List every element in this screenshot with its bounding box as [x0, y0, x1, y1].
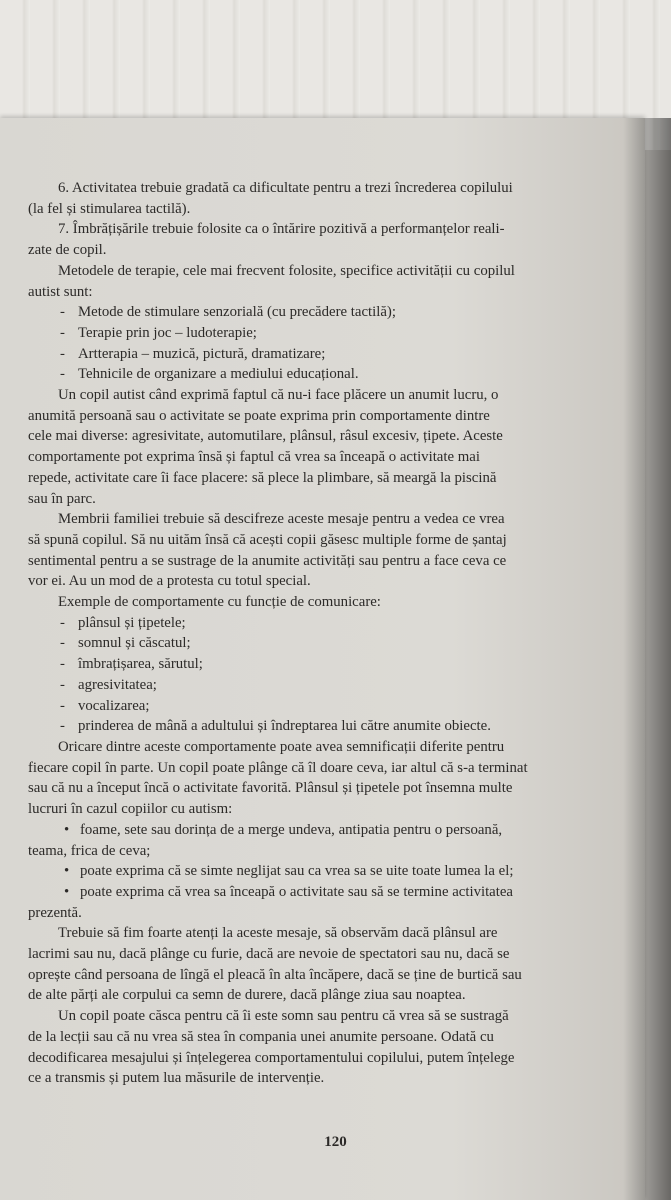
- text-line: [28, 985, 643, 1006]
- line-text: foame, sete sau dorința de a merge undeva, antipatia pentru o persoană,: [80, 821, 503, 838]
- page-body-text: [28, 178, 643, 1089]
- line-text: zate de copil.: [28, 242, 107, 259]
- line-text: Un copil poate căsca pentru că îi este somn sau pentru că vrea să se sustragă: [58, 1008, 509, 1025]
- text-line: [28, 551, 643, 572]
- text-line: [28, 219, 643, 240]
- list-bullet: -: [60, 304, 65, 321]
- line-text: îmbrațișarea, sărutul;: [78, 656, 203, 673]
- line-text: Oricare dintre aceste comportamente poate avea semnificații diferite pentru: [58, 738, 505, 755]
- text-line: [28, 903, 643, 924]
- text-line: [28, 344, 643, 365]
- text-line: [28, 716, 643, 737]
- list-bullet: -: [60, 635, 65, 652]
- list-bullet: -: [60, 697, 65, 714]
- text-line: [28, 426, 643, 447]
- line-text: fiecare copil în parte. Un copil poate plânge că îl doare ceva, iar altul că s-a terminat: [28, 759, 528, 776]
- line-text: Metode de stimulare senzorială (cu precădere tactilă);: [78, 304, 396, 321]
- text-line: [28, 364, 643, 385]
- line-text: Terapie prin joc – ludoterapie;: [78, 324, 257, 341]
- line-text: teama, frica de ceva;: [28, 842, 151, 859]
- line-text: oprește când persoana de lîngă el pleacă în alta încăpere, dacă se ține de burtică sau: [28, 966, 522, 983]
- text-line: [28, 406, 643, 427]
- list-bullet: -: [60, 718, 65, 735]
- line-text: comportamente pot exprima însă și faptul că vrea sa înceapă o activitate mai: [28, 449, 480, 466]
- text-line: [28, 509, 643, 530]
- text-line: [28, 841, 643, 862]
- text-line: [28, 1048, 643, 1069]
- line-text: de alte părți ale corpului ca semn de durere, dacă plânge ziua sau noaptea.: [28, 987, 466, 1004]
- text-line: [28, 530, 643, 551]
- text-line: [28, 861, 643, 882]
- text-line: [28, 799, 643, 820]
- text-line: [28, 592, 643, 613]
- line-text: poate exprima că se simte neglijat sau ca vrea sa se uite toate lumea la el;: [80, 863, 514, 880]
- text-line: [28, 489, 643, 510]
- text-line: [28, 571, 643, 592]
- line-text: anumită persoană sau o activitate se poate exprima prin comportamente dintre: [28, 407, 490, 424]
- line-text: agresivitatea;: [78, 676, 157, 693]
- list-bullet: -: [60, 345, 65, 362]
- line-text: sentimental pentru a se sustrage de la anumite activități sau pentru a face ceva ce: [28, 552, 507, 569]
- line-text: repede, activitate care îi face placere: să plece la plimbare, să meargă la piscină: [28, 469, 497, 486]
- line-text: lacrimi sau nu, dacă plânge cu furie, dacă are nevoie de spectatori sau nu, dacă se: [28, 946, 510, 963]
- text-line: [28, 696, 643, 717]
- text-line: [28, 323, 643, 344]
- text-line: [28, 758, 643, 779]
- text-line: [28, 965, 643, 986]
- line-text: Tehnicile de organizare a mediului educațional.: [78, 366, 359, 383]
- text-line: [28, 385, 643, 406]
- line-text: cele mai diverse: agresivitate, automutilare, plânsul, râsul excesiv, țipete. Aceste: [28, 428, 503, 445]
- line-text: Artterapia – muzică, pictură, dramatizare;: [78, 345, 326, 362]
- text-line: [28, 778, 643, 799]
- text-line: [28, 675, 643, 696]
- text-line: [28, 240, 643, 261]
- line-text: Metodele de terapie, cele mai frecvent folosite, specifice activității cu copilul: [58, 262, 515, 279]
- list-bullet: -: [60, 614, 65, 631]
- text-line: [28, 1006, 643, 1027]
- text-line: [28, 820, 643, 841]
- line-text: plânsul și țipetele;: [78, 614, 186, 631]
- text-line: [28, 654, 643, 675]
- line-text: poate exprima că vrea sa înceapă o activitate sau să se termine activitatea: [80, 883, 513, 900]
- text-line: [28, 613, 643, 634]
- line-text: (la fel și stimularea tactilă).: [28, 200, 191, 217]
- line-text: să spună copilul. Să nu uităm însă că acești copii găsesc multiple forme de șantaj: [28, 531, 507, 548]
- line-text: Membrii familiei trebuie să descifreze aceste mesaje pentru a vedea ce vrea: [58, 511, 505, 528]
- line-text: 6. Activitatea trebuie gradată ca dificultate pentru a trezi încrederea copilului: [58, 180, 513, 196]
- page-number: 120: [324, 1134, 347, 1150]
- text-line: [28, 302, 643, 323]
- line-text: de la lecții sau că nu vrea să stea în compania unei anumite persoane. Odată cu: [28, 1028, 494, 1045]
- list-bullet: -: [60, 366, 65, 383]
- line-text: 7. Îmbrățișările trebuie folosite ca o întărire pozitivă a performanțelor reali-: [58, 221, 505, 238]
- line-text: prezentă.: [28, 904, 82, 921]
- line-text: sau că nu a început încă o activitate favorită. Plânsul și țipetele pot însemna multe: [28, 780, 513, 797]
- line-text: Trebuie să fim foarte atenți la aceste mesaje, să observăm dacă plânsul are: [58, 925, 498, 942]
- list-bullet: -: [60, 324, 65, 341]
- line-text: prinderea de mână a adultului și îndreptarea lui către anumite obiecte.: [78, 718, 491, 735]
- list-bullet: •: [64, 821, 70, 838]
- text-line: [28, 923, 643, 944]
- text-line: [28, 944, 643, 965]
- text-line: [28, 737, 643, 758]
- list-bullet: -: [60, 656, 65, 673]
- line-text: autist sunt:: [28, 283, 93, 300]
- line-text: vocalizarea;: [78, 697, 150, 714]
- line-text: Un copil autist când exprimă faptul că nu-i face plăcere un anumit lucru, o: [58, 387, 499, 404]
- text-line: [28, 1068, 643, 1089]
- list-bullet: -: [60, 676, 65, 693]
- text-line: [28, 261, 643, 282]
- text-line: [28, 178, 643, 199]
- line-text: vor ei. Au un mod de a protesta cu totul special.: [28, 573, 311, 590]
- text-line: [28, 199, 643, 220]
- line-text: ce a transmis și putem lua măsurile de intervenție.: [28, 1070, 325, 1087]
- line-text: lucruri în cazul copiilor cu autism:: [28, 801, 233, 818]
- list-bullet: •: [64, 883, 70, 900]
- text-line: [28, 447, 643, 468]
- text-line: [28, 1027, 643, 1048]
- list-bullet: •: [64, 863, 70, 880]
- text-line: [28, 282, 643, 303]
- line-text: somnul și căscatul;: [78, 635, 191, 652]
- text-line: [28, 882, 643, 903]
- line-text: decodificarea mesajului și înțelegerea comportamentului copilului, putem înțelege: [28, 1049, 515, 1066]
- text-line: [28, 468, 643, 489]
- line-text: sau în parc.: [28, 490, 96, 507]
- text-line: [28, 633, 643, 654]
- line-text: Exemple de comportamente cu funcție de comunicare:: [58, 594, 381, 611]
